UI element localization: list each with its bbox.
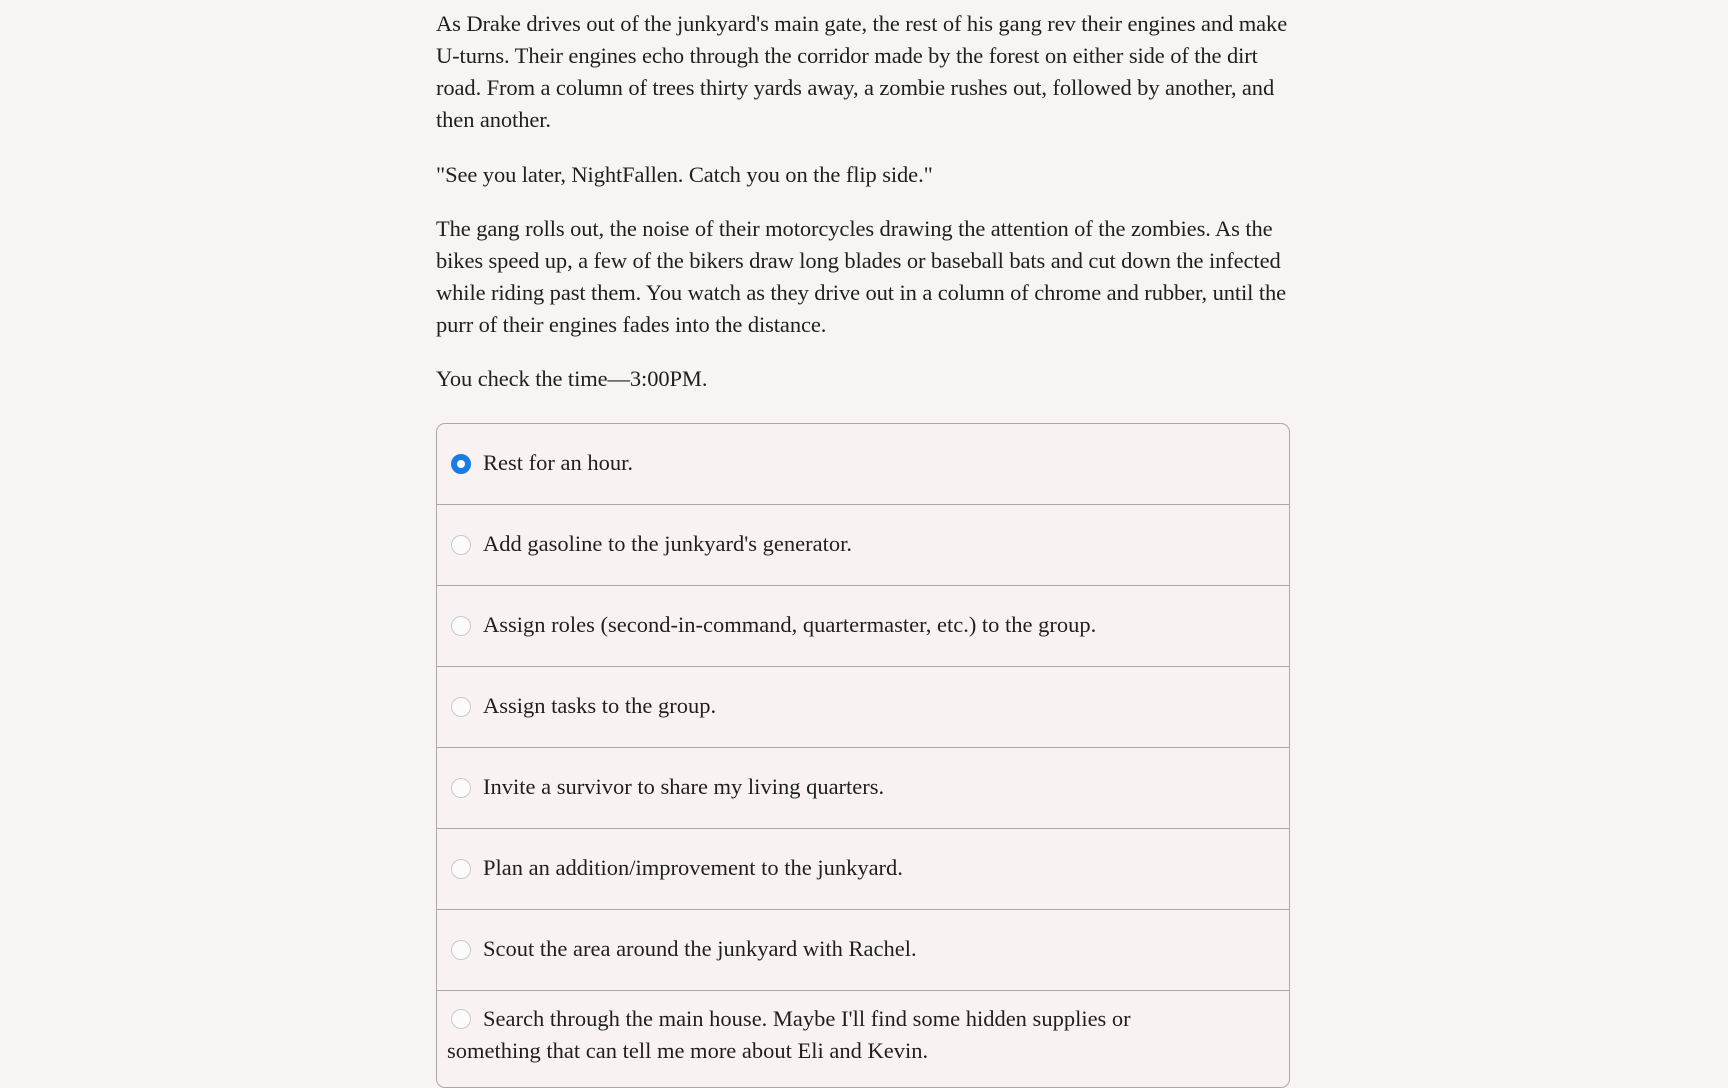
choice-label: Add gasoline to the junkyard's generator. bbox=[483, 531, 852, 556]
choice-search-house[interactable] bbox=[437, 991, 1289, 1087]
choice-assign-roles[interactable] bbox=[437, 586, 1289, 667]
choice-scout-area[interactable] bbox=[437, 910, 1289, 991]
radio-icon[interactable] bbox=[451, 778, 471, 798]
choice-label: Rest for an hour. bbox=[483, 450, 633, 475]
choice-rest[interactable] bbox=[437, 424, 1289, 505]
radio-icon[interactable] bbox=[451, 940, 471, 960]
choice-list bbox=[436, 423, 1290, 1088]
choice-assign-tasks[interactable] bbox=[437, 667, 1289, 748]
choice-plan-improvement[interactable] bbox=[437, 829, 1289, 910]
passage-paragraph: "See you later, NightFallen. Catch you on the flip side." bbox=[436, 162, 933, 187]
choice-label: Assign roles (second-in-command, quartermaster, etc.) to the group. bbox=[483, 612, 1097, 637]
radio-icon[interactable] bbox=[451, 535, 471, 555]
choice-invite-survivor[interactable] bbox=[437, 748, 1289, 829]
passage-paragraph: You check the time—3:00PM. bbox=[436, 366, 708, 391]
passage-paragraph: As Drake drives out of the junkyard's main gate, the rest of his gang rev their engines and make U-turns. Their engines echo through the corridor made by the forest on either side of the dirt road. From a column of trees thirty yards away, a zombie rushes out, followed by another, and then another. bbox=[436, 11, 1288, 132]
choice-label: Assign tasks to the group. bbox=[483, 693, 717, 718]
radio-icon[interactable] bbox=[451, 616, 471, 636]
choice-label: Search through the main house. Maybe I'll find some hidden supplies or something that can tell me more about Eli and Kevin. bbox=[447, 1006, 1131, 1063]
radio-icon[interactable] bbox=[451, 697, 471, 717]
choice-add-gasoline[interactable] bbox=[437, 505, 1289, 586]
passage-paragraph: The gang rolls out, the noise of their motorcycles drawing the attention of the zombies. As the bikes speed up, a few of the bikers draw long blades or baseball bats and cut down the infected while riding past them. You watch as they drive out in a column of chrome and rubber, until the purr of their engines fades into the distance. bbox=[436, 216, 1287, 337]
radio-selected-icon[interactable] bbox=[451, 454, 471, 474]
choice-label: Invite a survivor to share my living quarters. bbox=[483, 774, 885, 799]
radio-icon[interactable] bbox=[451, 859, 471, 879]
choice-label: Scout the area around the junkyard with Rachel. bbox=[483, 936, 917, 961]
choice-label: Plan an addition/improvement to the junkyard. bbox=[483, 855, 903, 880]
